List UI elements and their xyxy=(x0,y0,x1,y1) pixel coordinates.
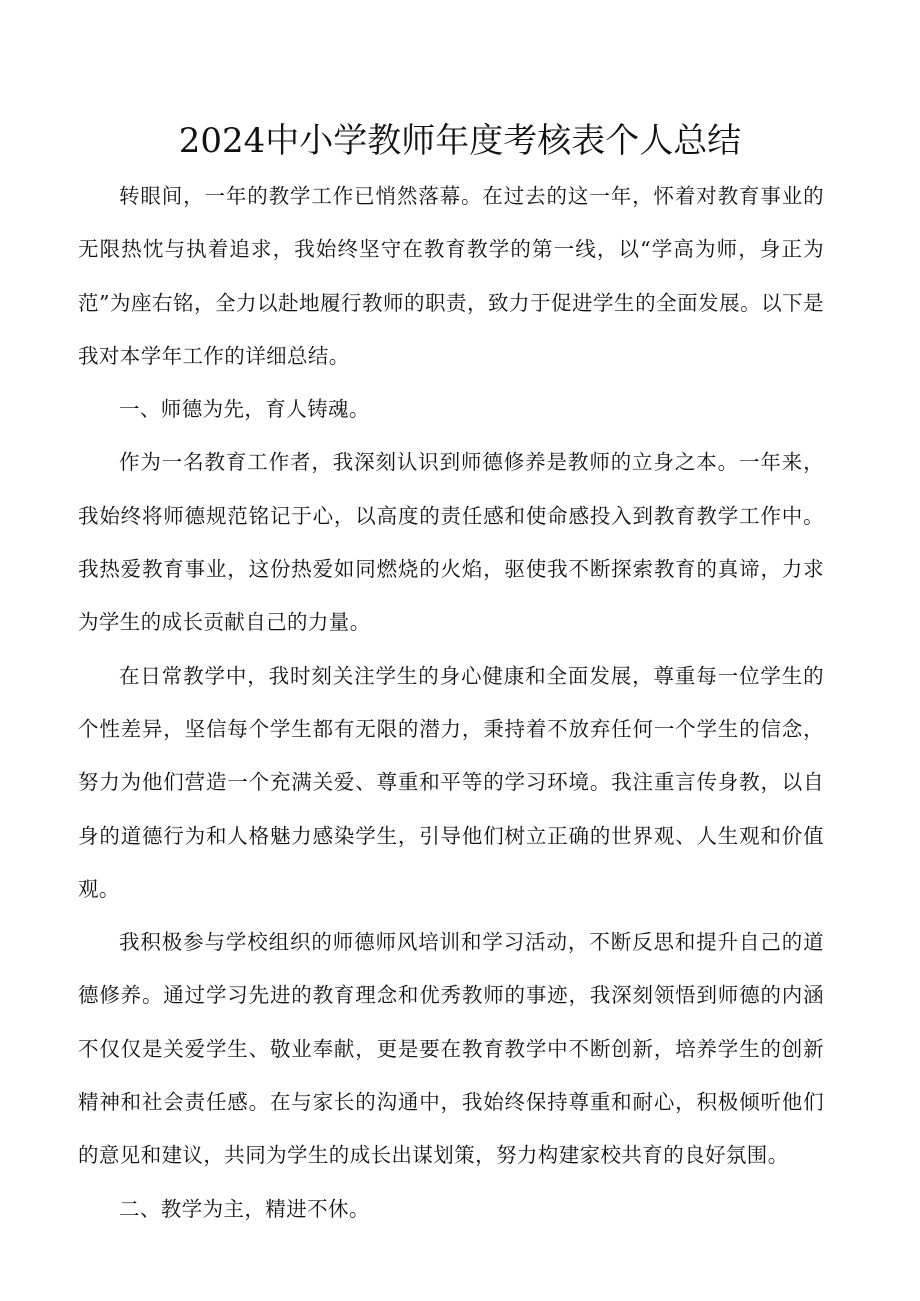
paragraph-ethics-3: 我积极参与学校组织的师德师风培训和学习活动，不断反思和提升自己的道德修养。通过学习先进的教育理念和优秀教师的事迹，我深刻领悟到师德的内涵不仅仅是关爱学生、敬业奉献，更是要在教育教学中不断创新，培养学生的创新精神和社会责任感。在与家长的沟通中，我始终保持尊重和耐心，积极倾听他们的意见和建议，共同为学生的成长出谋划策，努力构建家校共育的良好氛围。 xyxy=(78,930,824,1168)
intro-paragraph: 转眼间，一年的教学工作已悄然落幕。在过去的这一年，怀着对教育事业的无限热忱与执着追求，我始终坚守在教育教学的第一线，以“学高为师，身正为范”为座右铭，全力以赴地履行教师的职责，致力于促进学生的全面发展。以下是我对本学年工作的详细总结。 xyxy=(78,184,824,368)
document-body xyxy=(78,170,824,1236)
paragraph-ethics-2: 在日常教学中，我时刻关注学生的身心健康和全面发展，尊重每一位学生的个性差异，坚信每个学生都有无限的潜力，秉持着不放弃任何一个学生的信念，努力为他们营造一个充满关爱、尊重和平等的学习环境。我注重言传身教，以自身的道德行为和人格魅力感染学生，引导他们树立正确的世界观、人生观和价值观。 xyxy=(78,663,824,901)
paragraph-ethics-1: 作为一名教育工作者，我深刻认识到师德修养是教师的立身之本。一年来，我始终将师德规范铭记于心，以高度的责任感和使命感投入到教育教学工作中。我热爱教育事业，这份热爱如同燃烧的火焰，驱使我不断探索教育的真谛，力求为学生的成长贡献自己的力量。 xyxy=(78,450,824,635)
section-heading-1: 一、师德为先，育人铸魂。 xyxy=(119,397,370,422)
section-heading-2: 二、教学为主，精进不休。 xyxy=(119,1196,370,1221)
document-title: 2024中小学教师年度考核表个人总结 xyxy=(178,121,742,161)
